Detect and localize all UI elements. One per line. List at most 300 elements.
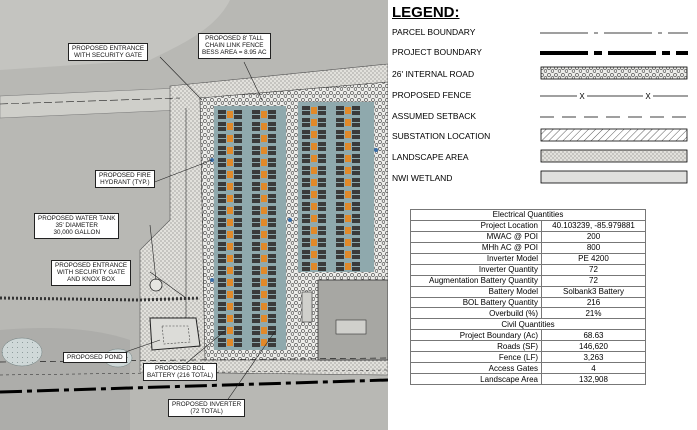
table-row: Augmentation Battery Quantity 72 [411, 275, 646, 286]
table-row: Project Boundary (Ac) 68.63 [411, 330, 646, 341]
battery-enclosure [218, 278, 226, 282]
battery-enclosure [252, 170, 260, 174]
inverter [227, 339, 233, 346]
battery-enclosure [336, 267, 344, 271]
battery-enclosure [318, 250, 326, 254]
table-row: Access Gates 4 [411, 363, 646, 374]
battery-enclosure [234, 187, 242, 191]
battery-enclosure [234, 170, 242, 174]
battery-enclosure [268, 290, 276, 294]
battery-enclosure [336, 183, 344, 187]
table-header-row [411, 319, 646, 330]
battery-enclosure [336, 142, 344, 146]
battery-enclosure [268, 158, 276, 162]
inverter [311, 179, 317, 186]
battery-enclosure [268, 122, 276, 126]
electrical-header: Electrical Quantities [411, 210, 646, 221]
battery-enclosure [234, 134, 242, 138]
battery-enclosure [336, 106, 344, 110]
inverter [227, 315, 233, 322]
battery-enclosure [234, 307, 242, 311]
battery-enclosure [218, 175, 226, 179]
battery-enclosure [302, 202, 310, 206]
battery-enclosure [252, 271, 260, 275]
battery-enclosure [218, 319, 226, 323]
battery-enclosure [234, 146, 242, 150]
battery-enclosure [218, 314, 226, 318]
battery-enclosure [252, 127, 260, 131]
battery-enclosure [268, 199, 276, 203]
battery-enclosure [318, 231, 326, 235]
battery-enclosure [268, 302, 276, 306]
battery-enclosure [252, 194, 260, 198]
battery-enclosure [318, 111, 326, 115]
inverter [261, 123, 267, 130]
battery-enclosure [234, 175, 242, 179]
battery-enclosure [336, 130, 344, 134]
battery-enclosure [318, 226, 326, 230]
battery-enclosure [234, 283, 242, 287]
battery-enclosure [352, 190, 360, 194]
battery-enclosure [268, 295, 276, 299]
legend-symbol-road [540, 66, 688, 80]
battery-enclosure [336, 123, 344, 127]
substation-equipment [302, 292, 312, 322]
battery-enclosure [318, 243, 326, 247]
battery-enclosure [336, 147, 344, 151]
battery-enclosure [336, 250, 344, 254]
battery-enclosure [302, 106, 310, 110]
inverter [261, 195, 267, 202]
battery-enclosure [268, 175, 276, 179]
inverter [311, 227, 317, 234]
battery-enclosure [352, 226, 360, 230]
battery-enclosure [218, 151, 226, 155]
inverter [227, 303, 233, 310]
battery-enclosure [336, 226, 344, 230]
callout-pond: PROPOSED POND [63, 352, 127, 363]
legend-label-landscape: LANDSCAPE AREA [392, 152, 469, 162]
battery-enclosure [336, 111, 344, 115]
battery-enclosure [268, 314, 276, 318]
legend-label-wetland: NWI WETLAND [392, 173, 453, 183]
battery-enclosure [268, 266, 276, 270]
quantities-table [410, 209, 646, 385]
battery-enclosure [352, 202, 360, 206]
battery-enclosure [302, 183, 310, 187]
battery-enclosure [318, 154, 326, 158]
battery-enclosure [318, 142, 326, 146]
inverter [311, 119, 317, 126]
battery-enclosure [252, 115, 260, 119]
battery-enclosure [252, 146, 260, 150]
battery-enclosure [352, 178, 360, 182]
inverter [345, 239, 351, 246]
battery-enclosure [268, 146, 276, 150]
battery-enclosure [302, 195, 310, 199]
battery-enclosure [302, 154, 310, 158]
battery-enclosure [336, 262, 344, 266]
table-row: Battery Model Solbank3 Battery [411, 286, 646, 297]
battery-enclosure [252, 223, 260, 227]
battery-enclosure [268, 254, 276, 258]
battery-enclosure [268, 187, 276, 191]
battery-enclosure [218, 338, 226, 342]
battery-enclosure [234, 235, 242, 239]
battery-enclosure [352, 231, 360, 235]
battery-enclosure [218, 134, 226, 138]
battery-enclosure [234, 319, 242, 323]
battery-enclosure [268, 139, 276, 143]
battery-enclosure [268, 326, 276, 330]
inverter [311, 191, 317, 198]
battery-enclosure [234, 314, 242, 318]
battery-enclosure [234, 211, 242, 215]
battery-enclosure [234, 338, 242, 342]
legend-symbol-substation [540, 128, 688, 142]
battery-enclosure [252, 266, 260, 270]
battery-enclosure [268, 247, 276, 251]
battery-enclosure [234, 199, 242, 203]
battery-enclosure [234, 194, 242, 198]
battery-enclosure [268, 319, 276, 323]
battery-enclosure [218, 295, 226, 299]
battery-enclosure [234, 182, 242, 186]
battery-enclosure [268, 230, 276, 234]
battery-enclosure [352, 106, 360, 110]
wetland-area [2, 338, 42, 366]
battery-enclosure [318, 214, 326, 218]
battery-enclosure [268, 259, 276, 263]
battery-enclosure [234, 223, 242, 227]
battery-enclosure [352, 250, 360, 254]
battery-enclosure [336, 135, 344, 139]
battery-enclosure [302, 238, 310, 242]
battery-enclosure [352, 135, 360, 139]
battery-enclosure [302, 118, 310, 122]
battery-enclosure [336, 154, 344, 158]
inverter [227, 255, 233, 262]
battery-enclosure [218, 247, 226, 251]
battery-enclosure [218, 307, 226, 311]
inverter [227, 123, 233, 130]
table-row: Landscape Area 132,908 [411, 374, 646, 385]
inverter [227, 195, 233, 202]
battery-enclosure [252, 343, 260, 347]
battery-enclosure [252, 122, 260, 126]
battery-enclosure [234, 331, 242, 335]
battery-enclosure [302, 219, 310, 223]
table-row: MWAC @ POI 200 [411, 231, 646, 242]
battery-enclosure [252, 278, 260, 282]
battery-enclosure [252, 110, 260, 114]
battery-enclosure [252, 259, 260, 263]
inverter [261, 315, 267, 322]
inverter [345, 107, 351, 114]
inverter [227, 207, 233, 214]
battery-enclosure [318, 183, 326, 187]
battery-enclosure [302, 231, 310, 235]
inverter [261, 327, 267, 334]
callout-water-tank: PROPOSED WATER TANK 35' DIAMETER 30,000 GALLON [34, 213, 119, 239]
pond [150, 318, 200, 350]
battery-enclosure [302, 171, 310, 175]
battery-enclosure [234, 242, 242, 246]
inverter [227, 243, 233, 250]
legend-symbol-wetland [540, 170, 688, 184]
battery-enclosure [268, 110, 276, 114]
inverter [345, 251, 351, 258]
battery-enclosure [268, 127, 276, 131]
battery-enclosure [252, 302, 260, 306]
battery-enclosure [234, 115, 242, 119]
inverter [227, 231, 233, 238]
battery-enclosure [268, 343, 276, 347]
inverter [345, 215, 351, 222]
battery-enclosure [352, 142, 360, 146]
battery-enclosure [302, 159, 310, 163]
battery-enclosure [218, 302, 226, 306]
battery-enclosure [268, 170, 276, 174]
legend [388, 0, 697, 200]
battery-enclosure [234, 259, 242, 263]
callout-bol-battery: PROPOSED BOL BATTERY (216 TOTAL) [143, 363, 217, 381]
battery-enclosure [302, 166, 310, 170]
battery-enclosure [352, 166, 360, 170]
battery-enclosure [318, 147, 326, 151]
battery-enclosure [234, 295, 242, 299]
inverter [261, 111, 267, 118]
battery-enclosure [218, 182, 226, 186]
battery-enclosure [352, 214, 360, 218]
legend-label-fence: PROPOSED FENCE [392, 90, 472, 100]
battery-enclosure [302, 250, 310, 254]
legend-symbol-parcel [540, 27, 688, 39]
inverter [227, 219, 233, 226]
battery-enclosure [252, 290, 260, 294]
battery-enclosure [302, 190, 310, 194]
inverter [311, 263, 317, 270]
battery-enclosure [218, 211, 226, 215]
battery-enclosure [318, 195, 326, 199]
battery-enclosure [218, 235, 226, 239]
inverter [311, 155, 317, 162]
battery-enclosure [302, 267, 310, 271]
inverter [261, 303, 267, 310]
battery-enclosure [352, 207, 360, 211]
battery-enclosure [218, 194, 226, 198]
battery-enclosure [268, 163, 276, 167]
battery-enclosure [218, 199, 226, 203]
inverter [227, 291, 233, 298]
battery-enclosure [352, 111, 360, 115]
battery-enclosure [234, 206, 242, 210]
battery-enclosure [234, 326, 242, 330]
inverter [261, 219, 267, 226]
legend-title: LEGEND: [392, 4, 460, 21]
callout-fence: PROPOSED 8' TALL CHAIN LINK FENCE BESS AREA = 8.95 AC [198, 33, 271, 59]
battery-enclosure [268, 278, 276, 282]
battery-enclosure [268, 182, 276, 186]
battery-enclosure [318, 166, 326, 170]
battery-enclosure [218, 283, 226, 287]
battery-enclosure [318, 207, 326, 211]
battery-enclosure [218, 290, 226, 294]
inverter [345, 143, 351, 150]
battery-enclosure [252, 139, 260, 143]
battery-enclosure [218, 343, 226, 347]
table-header-row [411, 210, 646, 221]
battery-enclosure [336, 159, 344, 163]
water-tank [150, 279, 162, 291]
battery-enclosure [268, 206, 276, 210]
battery-enclosure [252, 134, 260, 138]
battery-enclosure [268, 134, 276, 138]
battery-enclosure [252, 326, 260, 330]
battery-enclosure [252, 182, 260, 186]
battery-enclosure [252, 230, 260, 234]
battery-enclosure [352, 195, 360, 199]
inverter [345, 131, 351, 138]
inverter [345, 179, 351, 186]
inverter [261, 243, 267, 250]
battery-enclosure [268, 271, 276, 275]
battery-enclosure [268, 115, 276, 119]
battery-enclosure [218, 146, 226, 150]
battery-enclosure [318, 118, 326, 122]
battery-enclosure [302, 147, 310, 151]
battery-enclosure [268, 223, 276, 227]
battery-enclosure [234, 278, 242, 282]
battery-enclosure [218, 223, 226, 227]
battery-enclosure [302, 135, 310, 139]
battery-enclosure [302, 130, 310, 134]
battery-enclosure [302, 226, 310, 230]
battery-enclosure [218, 115, 226, 119]
battery-enclosure [318, 267, 326, 271]
table-row: MHh AC @ POI 800 [411, 242, 646, 253]
inverter [227, 279, 233, 286]
battery-enclosure [234, 254, 242, 258]
inverter [261, 291, 267, 298]
battery-enclosure [336, 171, 344, 175]
battery-enclosure [336, 166, 344, 170]
battery-enclosure [234, 158, 242, 162]
inverter [261, 231, 267, 238]
battery-enclosure [218, 158, 226, 162]
battery-enclosure [218, 122, 226, 126]
callout-entrance-gate: PROPOSED ENTRANCE WITH SECURITY GATE [68, 43, 148, 61]
callout-entrance-knox: PROPOSED ENTRANCE WITH SECURITY GATE AND KNOX BOX [51, 260, 131, 286]
battery-enclosure [302, 142, 310, 146]
battery-enclosure [268, 218, 276, 222]
battery-enclosure [336, 202, 344, 206]
inverter [227, 111, 233, 118]
inverter [261, 147, 267, 154]
battery-enclosure [252, 211, 260, 215]
battery-enclosure [318, 262, 326, 266]
battery-enclosure [268, 211, 276, 215]
callout-inverter: PROPOSED INVERTER (72 TOTAL) [168, 399, 245, 417]
battery-enclosure [218, 163, 226, 167]
battery-enclosure [252, 175, 260, 179]
battery-enclosure [352, 243, 360, 247]
table-row: BOL Battery Quantity 216 [411, 297, 646, 308]
battery-enclosure [318, 130, 326, 134]
table-row: Fence (LF) 3,263 [411, 352, 646, 363]
battery-enclosure [218, 110, 226, 114]
inverter [345, 119, 351, 126]
battery-enclosure [252, 235, 260, 239]
battery-enclosure [352, 183, 360, 187]
battery-enclosure [218, 127, 226, 131]
battery-enclosure [352, 219, 360, 223]
battery-enclosure [352, 262, 360, 266]
battery-enclosure [318, 106, 326, 110]
battery-enclosure [218, 170, 226, 174]
table-row: Inverter Quantity 72 [411, 264, 646, 275]
inverter [311, 131, 317, 138]
callout-hydrant: PROPOSED FIRE HYDRANT (TYP.) [95, 170, 155, 188]
battery-enclosure [234, 271, 242, 275]
legend-symbol-landscape [540, 149, 688, 163]
battery-enclosure [352, 147, 360, 151]
battery-enclosure [302, 123, 310, 127]
battery-enclosure [336, 195, 344, 199]
battery-enclosure [252, 158, 260, 162]
battery-enclosure [252, 295, 260, 299]
table-row: Overbuild (%) 21% [411, 308, 646, 319]
battery-enclosure [234, 127, 242, 131]
battery-enclosure [318, 123, 326, 127]
battery-enclosure [302, 255, 310, 259]
battery-enclosure [252, 242, 260, 246]
battery-enclosure [336, 231, 344, 235]
battery-enclosure [336, 118, 344, 122]
legend-symbol-project [540, 47, 688, 59]
battery-enclosure [252, 338, 260, 342]
inverter [261, 207, 267, 214]
battery-enclosure [302, 207, 310, 211]
inverter [311, 203, 317, 210]
battery-enclosure [252, 283, 260, 287]
battery-enclosure [268, 283, 276, 287]
battery-enclosure [218, 139, 226, 143]
battery-enclosure [336, 207, 344, 211]
battery-enclosure [318, 159, 326, 163]
legend-label-parcel: PARCEL BOUNDARY [392, 27, 476, 37]
battery-enclosure [302, 243, 310, 247]
inverter [261, 267, 267, 274]
battery-enclosure [352, 159, 360, 163]
battery-enclosure [268, 235, 276, 239]
battery-enclosure [318, 255, 326, 259]
battery-enclosure [352, 130, 360, 134]
battery-enclosure [268, 242, 276, 246]
battery-enclosure [252, 218, 260, 222]
battery-enclosure [234, 110, 242, 114]
battery-enclosure [252, 314, 260, 318]
battery-enclosure [218, 326, 226, 330]
battery-enclosure [218, 230, 226, 234]
battery-enclosure [218, 259, 226, 263]
battery-enclosure [252, 331, 260, 335]
battery-enclosure [252, 163, 260, 167]
legend-symbol-setback [540, 111, 688, 123]
inverter [227, 159, 233, 166]
battery-enclosure [336, 243, 344, 247]
battery-enclosure [234, 122, 242, 126]
